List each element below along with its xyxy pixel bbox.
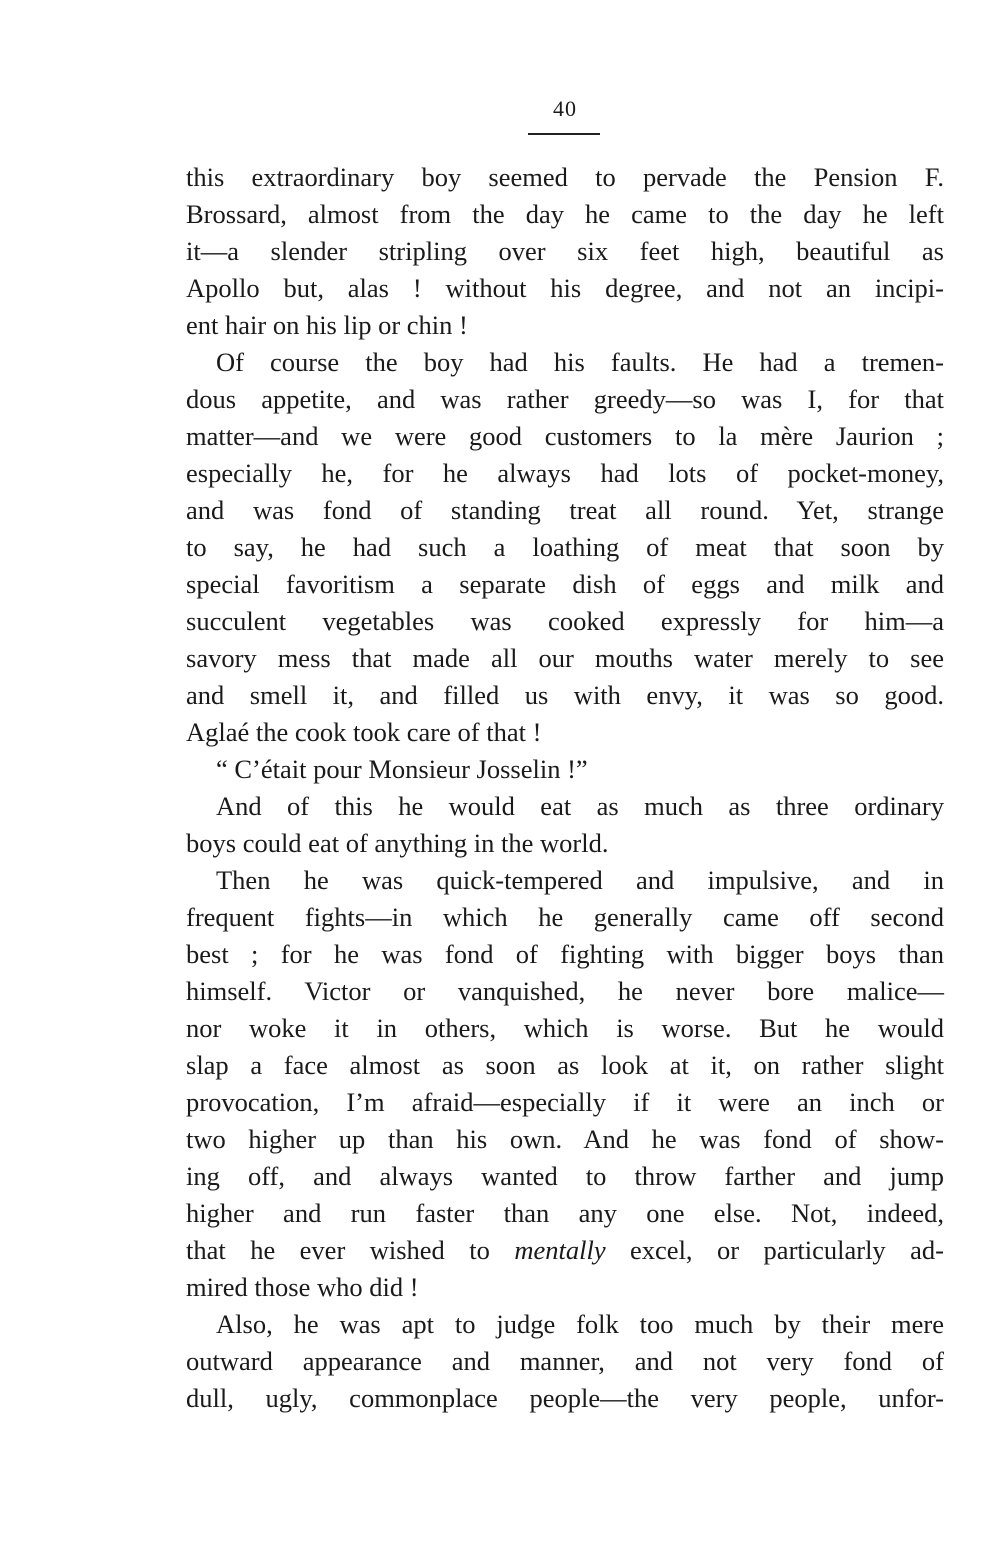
text-line: ent hair on his lip or chin !	[186, 310, 468, 340]
text-line: Also, he was apt to judge folk too much by their mere	[216, 1309, 944, 1339]
text-line: boys could eat of anything in the world.	[186, 828, 609, 858]
text-line: “ C’était pour Monsieur Josselin !”	[216, 754, 588, 784]
text-line: dous appetite, and was rather greedy—so was I, for that	[186, 384, 944, 414]
text-line: matter—and we were good customers to la mère Jaurion ;	[186, 421, 944, 451]
text-line: Of course the boy had his faults. He had a tremen-	[216, 347, 944, 377]
text-line: outward appearance and manner, and not very fond of	[186, 1346, 944, 1376]
text-segment: excel, or particularly ad-	[605, 1235, 944, 1265]
text-line: succulent vegetables was cooked expressly for him—a	[186, 606, 944, 636]
text-line: frequent fights—in which he generally came off second	[186, 902, 944, 932]
text-line: savory mess that made all our mouths water merely to see	[186, 643, 944, 673]
text-line: himself. Victor or vanquished, he never bore malice—	[186, 976, 944, 1006]
body-text	[186, 159, 944, 1417]
header-rule	[528, 133, 600, 135]
text-line: this extraordinary boy seemed to pervade the Pension F.	[186, 162, 944, 192]
text-line: mired those who did !	[186, 1272, 419, 1302]
text-line: Apollo but, alas ! without his degree, and not an incipi-	[186, 273, 944, 303]
text-segment: that he ever wished to	[186, 1235, 515, 1265]
text-line: to say, he had such a loathing of meat that soon by	[186, 532, 944, 562]
text-line: slap a face almost as soon as look at it, on rather slight	[186, 1050, 944, 1080]
text-line: Aglaé the cook took care of that !	[186, 717, 542, 747]
text-line: dull, ugly, commonplace people—the very people, unfor-	[186, 1383, 944, 1413]
emphasized-word: mentally	[514, 1235, 606, 1265]
text-line: ing off, and always wanted to throw farther and jump	[186, 1161, 944, 1191]
text-line: Then he was quick-tempered and impulsive, and in	[216, 865, 944, 895]
text-line: nor woke it in others, which is worse. But he would	[186, 1013, 944, 1043]
text-line: special favoritism a separate dish of eggs and milk and	[186, 569, 944, 599]
text-line: and smell it, and filled us with envy, it was so good.	[186, 680, 944, 710]
text-line: best ; for he was fond of fighting with bigger boys than	[186, 939, 944, 969]
text-line	[186, 1232, 944, 1269]
text-line: provocation, I’m afraid—especially if it were an inch or	[186, 1087, 944, 1117]
text-line: two higher up than his own. And he was fond of show-	[186, 1124, 944, 1154]
text-line: higher and run faster than any one else. Not, indeed,	[186, 1198, 944, 1228]
text-line: Brossard, almost from the day he came to the day he left	[186, 199, 944, 229]
text-line: And of this he would eat as much as three ordinary	[216, 791, 944, 821]
text-line: especially he, for he always had lots of pocket-money,	[186, 458, 944, 488]
text-line: it—a slender stripling over six feet high, beautiful as	[186, 236, 944, 266]
page-number: 40	[553, 96, 577, 121]
text-line: and was fond of standing treat all round. Yet, strange	[186, 495, 944, 525]
